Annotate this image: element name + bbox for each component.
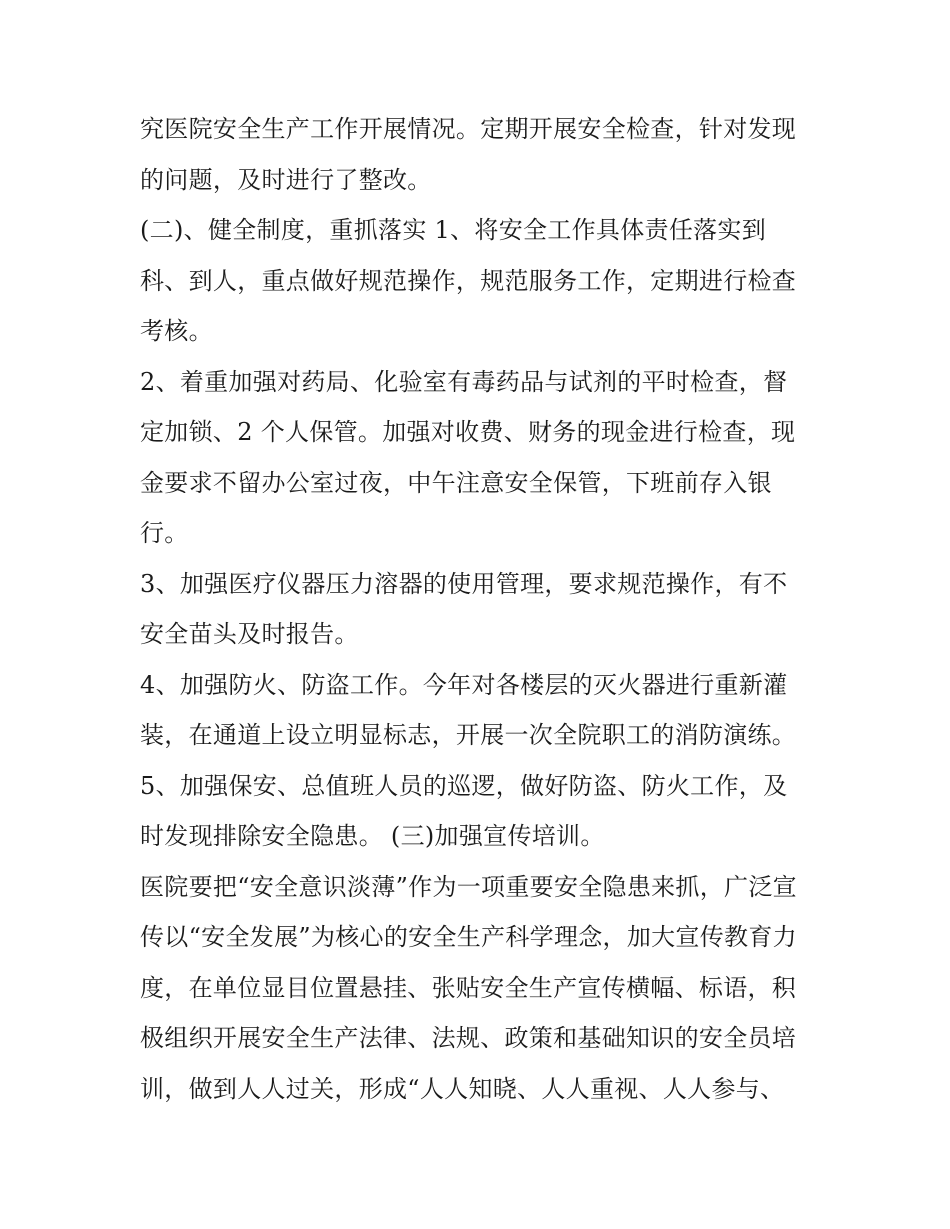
text-line: 装，在通道上设立明显标志，开展一次全院职工的消防演练。 — [140, 721, 797, 749]
text-line: 4、加强防火、防盗工作。今年对各楼层的灭火器进行重新灌 — [140, 670, 788, 699]
text-line: 考核。 — [140, 317, 213, 345]
text-line: (二)、健全制度，重抓落实 1、将安全工作具体责任落实到 — [140, 216, 767, 244]
text-line: 极组织开展安全生产法律、法规、政策和基础知识的安全员培 — [140, 1024, 797, 1052]
text-line: 时发现排除安全隐患。 (三)加强宣传培训。 — [140, 822, 605, 850]
body-text — [140, 104, 820, 1114]
text-line: 5、加强保安、总值班人员的巡逻，做好防盗、防火工作，及 — [140, 771, 788, 800]
text-line: 传以“安全发展”为核心的安全生产科学理念，加大宣传教育力 — [140, 923, 797, 951]
text-line: 医院要把“安全意识淡薄”作为一项重要安全隐患来抓，广泛宣 — [140, 872, 797, 901]
text-line: 2、着重加强对药局、化验室有毒药品与试剂的平时检查，督 — [140, 367, 788, 396]
text-line: 科、到人，重点做好规范操作，规范服务工作，定期进行检查 — [140, 266, 797, 295]
text-line: 金要求不留办公室过夜，中午注意安全保管，下班前存入银 — [140, 468, 772, 497]
text-line: 行。 — [140, 519, 189, 547]
text-line: 的问题，及时进行了整改。 — [140, 165, 432, 194]
text-line: 度，在单位显目位置悬挂、张贴安全生产宣传横幅、标语，积 — [140, 973, 797, 1002]
text-line: 定加锁、2 个人保管。加强对收费、财务的现金进行检查，现 — [140, 418, 796, 446]
text-line: 3、加强医疗仪器压力溶器的使用管理，要求规范操作，有不 — [140, 569, 788, 598]
text-line: 训，做到人人过关，形成“人人知晓、人人重视、人人参与、 — [140, 1074, 785, 1103]
text-line: 安全苗头及时报告。 — [140, 620, 359, 648]
text-line: 究医院安全生产工作开展情况。定期开展安全检查，针对发现 — [140, 115, 797, 143]
